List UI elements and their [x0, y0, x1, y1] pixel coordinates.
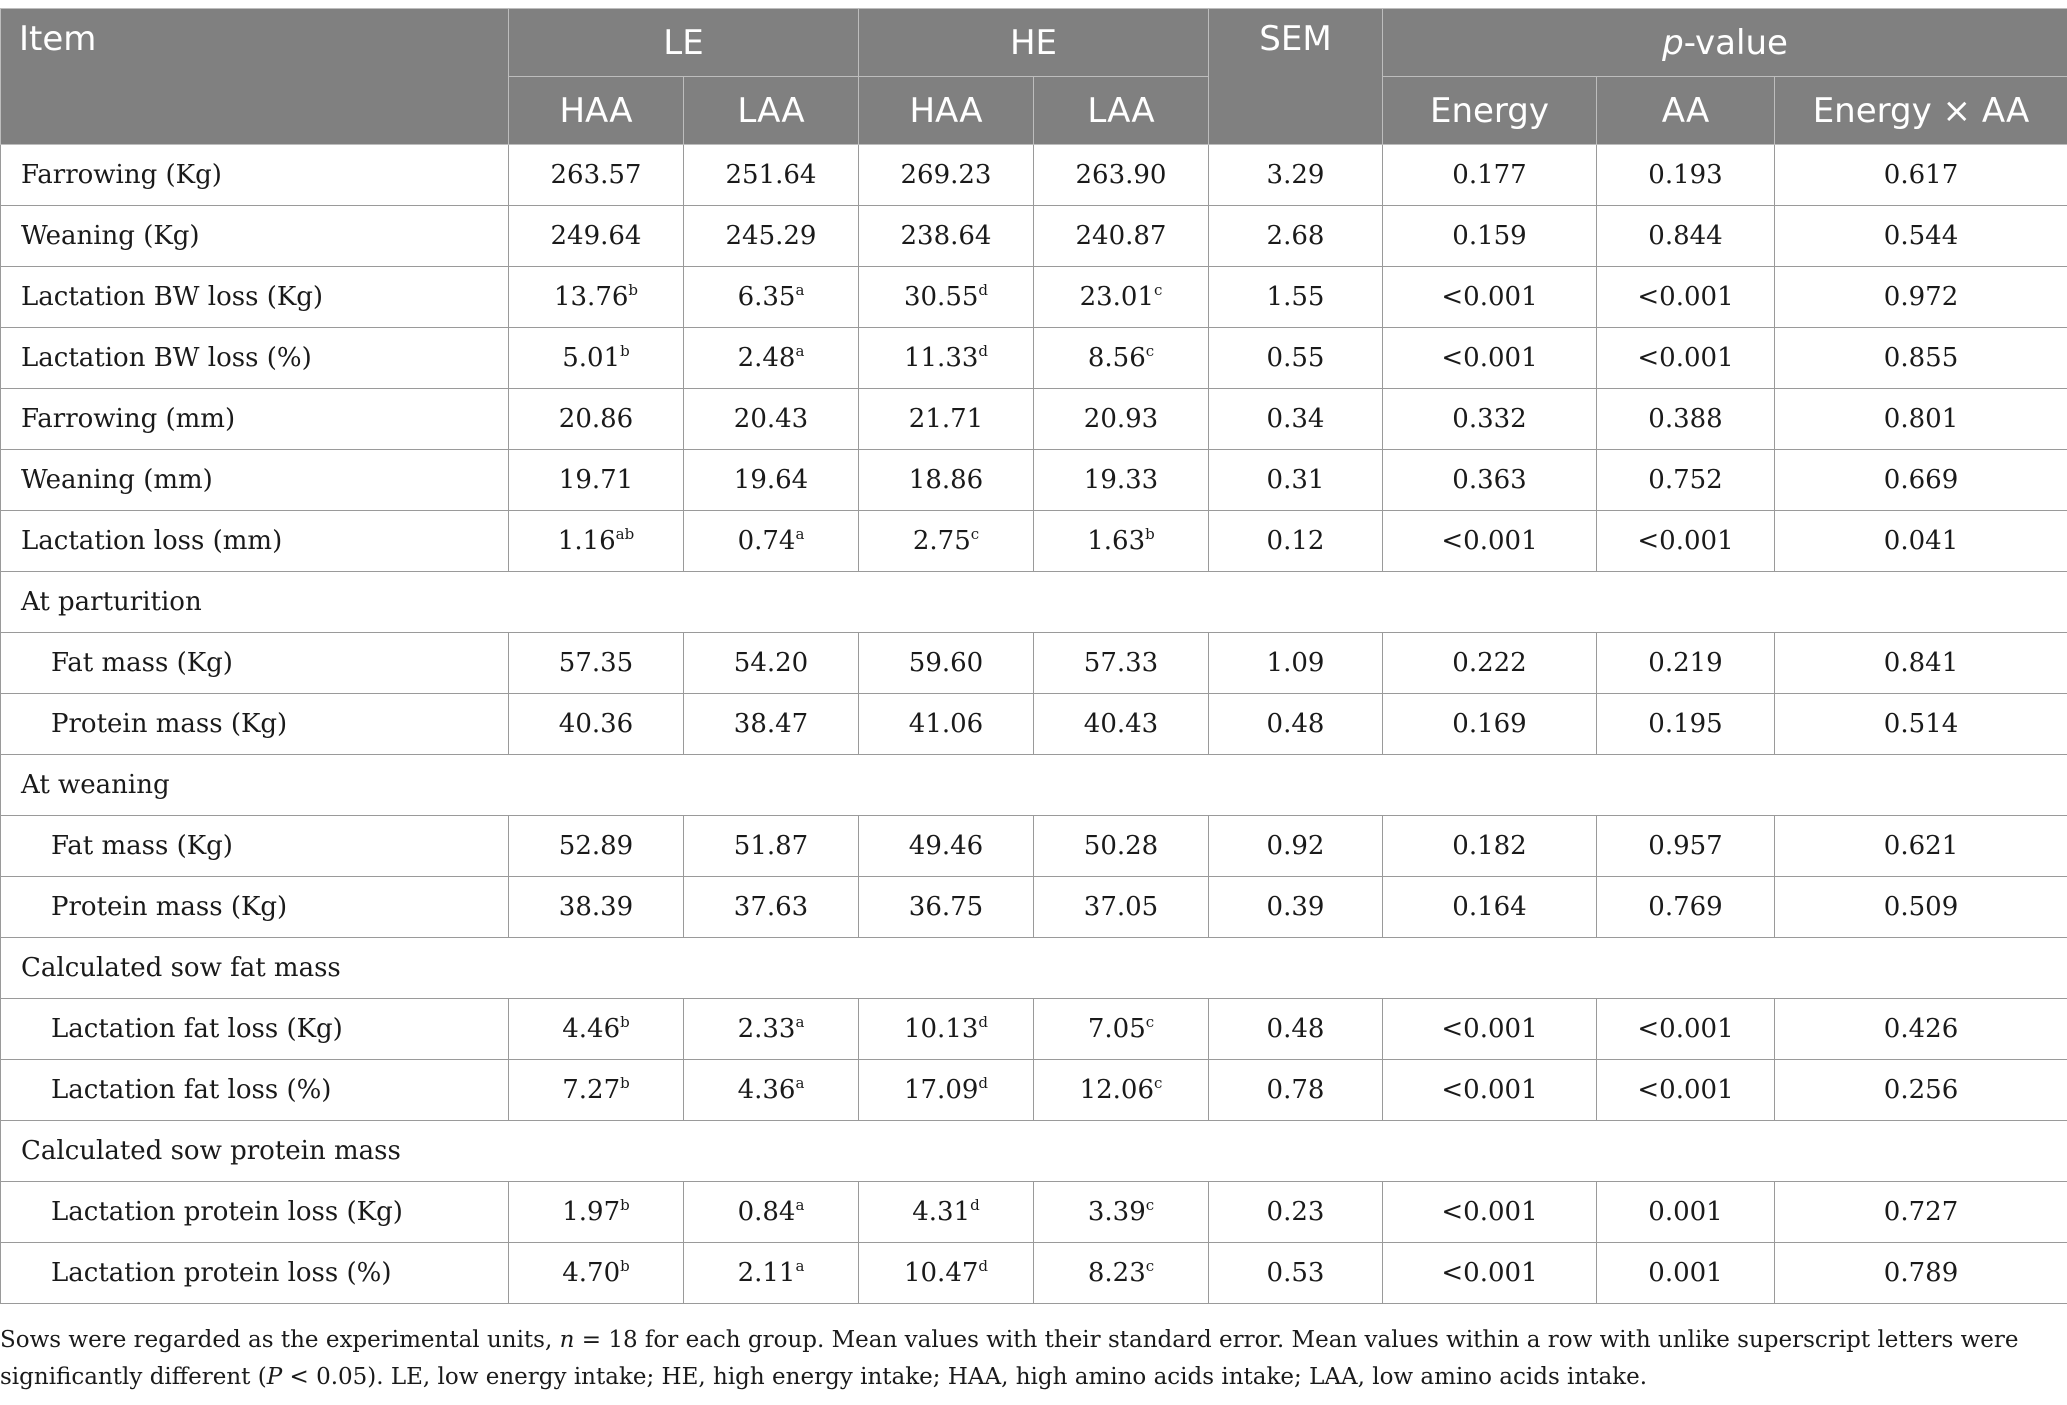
cell-le-haa [509, 1243, 684, 1304]
footnote-part-3: < 0.05). LE, low energy intake; HE, high energy intake; HAA, high amino acids intake; LAA, low amino acids intake. [282, 1364, 1648, 1390]
significance-superscript: b [620, 342, 630, 360]
cell-he-laa [1034, 206, 1209, 267]
cell-value: 54.20 [733, 648, 809, 678]
cell-he-haa [859, 328, 1034, 389]
cell-sem: 0.92 [1209, 816, 1383, 877]
cell-value: 1.16 [557, 526, 616, 556]
cell-sem: 0.23 [1209, 1182, 1383, 1243]
cell-value: 2.48 [737, 343, 796, 373]
cell-p-energy: <0.001 [1383, 511, 1597, 572]
cell-p-aa: <0.001 [1597, 267, 1775, 328]
cell-p-aa: <0.001 [1597, 999, 1775, 1060]
significance-superscript: a [795, 1196, 805, 1214]
header-energy-x-aa: Energy × AA [1775, 77, 2067, 145]
cell-value: 36.75 [908, 892, 984, 922]
cell-sem: 2.68 [1209, 206, 1383, 267]
cell-value: 0.84 [737, 1197, 796, 1227]
table-row [1, 145, 2067, 206]
cell-he-laa [1034, 1243, 1209, 1304]
cell-he-haa [859, 450, 1034, 511]
cell-he-haa [859, 999, 1034, 1060]
row-label: Weaning (Kg) [1, 206, 509, 267]
significance-superscript: b [620, 1196, 630, 1214]
cell-sem: 1.09 [1209, 633, 1383, 694]
cell-value: 23.01 [1079, 282, 1155, 312]
cell-value: 3.39 [1087, 1197, 1146, 1227]
section-row [1, 1121, 2067, 1182]
cell-p-aa: 0.957 [1597, 816, 1775, 877]
cell-value: 249.64 [550, 221, 642, 251]
section-row [1, 572, 2067, 633]
cell-p-energy: <0.001 [1383, 328, 1597, 389]
cell-p-energy-x-aa: 0.617 [1775, 145, 2067, 206]
row-label: Weaning (mm) [1, 450, 509, 511]
cell-value: 4.36 [737, 1075, 796, 1105]
cell-sem: 0.48 [1209, 999, 1383, 1060]
row-label: Fat mass (Kg) [1, 816, 509, 877]
cell-value: 263.57 [550, 160, 642, 190]
cell-p-energy: <0.001 [1383, 1182, 1597, 1243]
significance-superscript: b [620, 1257, 630, 1275]
cell-le-haa [509, 999, 684, 1060]
cell-he-laa [1034, 694, 1209, 755]
cell-p-energy: 0.182 [1383, 816, 1597, 877]
cell-value: 38.47 [733, 709, 809, 739]
table-row [1, 999, 2067, 1060]
row-label: Lactation BW loss (Kg) [1, 267, 509, 328]
cell-value: 2.11 [737, 1258, 796, 1288]
cell-he-laa [1034, 816, 1209, 877]
row-label: Fat mass (Kg) [1, 633, 509, 694]
cell-he-laa [1034, 511, 1209, 572]
cell-he-haa [859, 145, 1034, 206]
cell-value: 49.46 [908, 831, 984, 861]
cell-value: 1.63 [1087, 526, 1146, 556]
cell-le-haa [509, 450, 684, 511]
cell-le-laa [684, 694, 859, 755]
cell-le-haa [509, 877, 684, 938]
footnote-part-2: = 18 for each group. Mean values with their standard error. Mean values within a row with unlike superscript letters were significantly different ( [0, 1327, 2019, 1390]
significance-superscript: ab [615, 525, 635, 543]
table-row [1, 694, 2067, 755]
cell-value: 30.55 [903, 282, 979, 312]
table-row [1, 1182, 2067, 1243]
table-row [1, 450, 2067, 511]
table-row [1, 633, 2067, 694]
cell-he-laa [1034, 633, 1209, 694]
cell-le-laa [684, 877, 859, 938]
cell-le-laa [684, 1243, 859, 1304]
table-row [1, 267, 2067, 328]
cell-p-energy: 0.332 [1383, 389, 1597, 450]
header-le: LE [509, 9, 859, 77]
cell-p-energy: <0.001 [1383, 267, 1597, 328]
row-label: Farrowing (mm) [1, 389, 509, 450]
cell-p-energy-x-aa: 0.801 [1775, 389, 2067, 450]
row-label: Lactation fat loss (Kg) [1, 999, 509, 1060]
row-label: Lactation protein loss (Kg) [1, 1182, 509, 1243]
cell-p-aa: 0.219 [1597, 633, 1775, 694]
cell-value: 6.35 [737, 282, 796, 312]
significance-superscript: b [620, 1074, 630, 1092]
cell-p-aa: 0.195 [1597, 694, 1775, 755]
cell-le-laa [684, 206, 859, 267]
header-le-laa: LAA [684, 77, 859, 145]
cell-value: 1.97 [562, 1197, 621, 1227]
cell-p-aa: 0.001 [1597, 1243, 1775, 1304]
header-p-value [1383, 9, 2067, 77]
significance-superscript: a [795, 1013, 805, 1031]
cell-value: 52.89 [558, 831, 634, 861]
table-row [1, 1060, 2067, 1121]
cell-he-laa [1034, 1182, 1209, 1243]
cell-value: 51.87 [733, 831, 809, 861]
cell-p-energy-x-aa: 0.855 [1775, 328, 2067, 389]
cell-value: 19.71 [558, 465, 634, 495]
cell-value: 19.64 [733, 465, 809, 495]
table-row [1, 206, 2067, 267]
cell-p-energy: 0.363 [1383, 450, 1597, 511]
cell-p-energy-x-aa: 0.841 [1775, 633, 2067, 694]
header-le-haa: HAA [509, 77, 684, 145]
cell-le-haa [509, 145, 684, 206]
footnote-p-symbol: P [266, 1364, 283, 1390]
cell-value: 40.36 [558, 709, 634, 739]
cell-value: 38.39 [558, 892, 634, 922]
cell-le-laa [684, 450, 859, 511]
table-row [1, 1243, 2067, 1304]
significance-superscript: b [1145, 525, 1155, 543]
table-footnote [0, 1322, 2067, 1396]
cell-p-aa: 0.388 [1597, 389, 1775, 450]
table-header [1, 9, 2067, 145]
cell-value: 57.35 [558, 648, 634, 678]
cell-le-haa [509, 267, 684, 328]
cell-le-laa [684, 1182, 859, 1243]
significance-superscript: c [1154, 281, 1163, 299]
cell-sem: 0.31 [1209, 450, 1383, 511]
results-table-container [0, 8, 2067, 1304]
significance-superscript: c [1145, 1013, 1155, 1031]
cell-value: 7.27 [562, 1075, 621, 1105]
cell-le-haa [509, 206, 684, 267]
cell-value: 238.64 [900, 221, 992, 251]
cell-value: 251.64 [725, 160, 817, 190]
cell-value: 0.74 [737, 526, 796, 556]
cell-value: 269.23 [900, 160, 992, 190]
cell-p-energy: 0.177 [1383, 145, 1597, 206]
cell-value: 17.09 [903, 1075, 979, 1105]
cell-he-laa [1034, 1060, 1209, 1121]
cell-p-energy: 0.222 [1383, 633, 1597, 694]
row-label: Lactation fat loss (%) [1, 1060, 509, 1121]
cell-he-haa [859, 1243, 1034, 1304]
cell-value: 11.33 [903, 343, 979, 373]
cell-p-aa: 0.844 [1597, 206, 1775, 267]
cell-value: 57.33 [1083, 648, 1159, 678]
cell-le-haa [509, 1060, 684, 1121]
cell-le-haa [509, 1182, 684, 1243]
cell-p-aa: 0.193 [1597, 145, 1775, 206]
cell-sem: 3.29 [1209, 145, 1383, 206]
cell-value: 20.93 [1083, 404, 1159, 434]
cell-p-energy-x-aa: 0.621 [1775, 816, 2067, 877]
cell-p-aa: <0.001 [1597, 511, 1775, 572]
cell-p-energy: 0.169 [1383, 694, 1597, 755]
row-label: Protein mass (Kg) [1, 694, 509, 755]
cell-value: 8.56 [1087, 343, 1146, 373]
significance-superscript: d [978, 1074, 989, 1092]
cell-he-laa [1034, 145, 1209, 206]
cell-le-laa [684, 1060, 859, 1121]
significance-superscript: c [1154, 1074, 1163, 1092]
table-row [1, 511, 2067, 572]
significance-superscript: d [978, 281, 989, 299]
cell-p-energy-x-aa: 0.972 [1775, 267, 2067, 328]
cell-value: 5.01 [562, 343, 621, 373]
cell-value: 4.46 [562, 1014, 621, 1044]
header-sem: SEM [1209, 9, 1383, 145]
cell-value: 21.71 [908, 404, 984, 434]
cell-le-haa [509, 633, 684, 694]
significance-superscript: a [795, 525, 805, 543]
significance-superscript: a [795, 281, 805, 299]
cell-he-haa [859, 877, 1034, 938]
table-row [1, 877, 2067, 938]
significance-superscript: b [620, 1013, 630, 1031]
cell-he-laa [1034, 328, 1209, 389]
cell-value: 240.87 [1075, 221, 1167, 251]
cell-value: 2.75 [912, 526, 971, 556]
section-label: At parturition [1, 572, 2067, 633]
cell-value: 263.90 [1075, 160, 1167, 190]
table-row [1, 816, 2067, 877]
cell-p-aa: <0.001 [1597, 1060, 1775, 1121]
cell-le-laa [684, 511, 859, 572]
cell-he-laa [1034, 450, 1209, 511]
header-he: HE [859, 9, 1209, 77]
cell-value: 10.13 [903, 1014, 979, 1044]
cell-p-energy-x-aa: 0.789 [1775, 1243, 2067, 1304]
cell-value: 37.63 [733, 892, 809, 922]
significance-superscript: a [795, 1257, 805, 1275]
cell-value: 19.33 [1083, 465, 1159, 495]
significance-superscript: a [795, 342, 805, 360]
cell-p-aa: <0.001 [1597, 328, 1775, 389]
cell-sem: 0.53 [1209, 1243, 1383, 1304]
significance-superscript: d [978, 1013, 989, 1031]
significance-superscript: c [1145, 342, 1155, 360]
cell-sem: 1.55 [1209, 267, 1383, 328]
significance-superscript: b [628, 281, 639, 299]
cell-value: 8.23 [1087, 1258, 1146, 1288]
cell-value: 2.33 [737, 1014, 796, 1044]
results-table [0, 8, 2067, 1304]
cell-p-energy-x-aa: 0.509 [1775, 877, 2067, 938]
cell-value: 37.05 [1083, 892, 1159, 922]
cell-p-energy-x-aa: 0.669 [1775, 450, 2067, 511]
cell-value: 10.47 [903, 1258, 979, 1288]
cell-he-laa [1034, 999, 1209, 1060]
row-label: Lactation BW loss (%) [1, 328, 509, 389]
cell-he-laa [1034, 389, 1209, 450]
cell-sem: 0.12 [1209, 511, 1383, 572]
cell-sem: 0.55 [1209, 328, 1383, 389]
cell-p-energy: 0.159 [1383, 206, 1597, 267]
cell-he-haa [859, 267, 1034, 328]
header-item: Item [1, 9, 509, 145]
table-row [1, 328, 2067, 389]
cell-p-energy: 0.164 [1383, 877, 1597, 938]
cell-le-haa [509, 816, 684, 877]
cell-le-haa [509, 511, 684, 572]
cell-sem: 0.39 [1209, 877, 1383, 938]
cell-p-aa: 0.752 [1597, 450, 1775, 511]
cell-p-energy-x-aa: 0.256 [1775, 1060, 2067, 1121]
footnote-part-1: Sows were regarded as the experimental units, [0, 1327, 560, 1353]
header-p-value-suffix: -value [1683, 22, 1788, 63]
significance-superscript: d [970, 1196, 980, 1214]
significance-superscript: c [1145, 1257, 1155, 1275]
cell-le-laa [684, 145, 859, 206]
cell-he-haa [859, 694, 1034, 755]
table-body [1, 145, 2067, 1304]
cell-he-haa [859, 1182, 1034, 1243]
row-label: Farrowing (Kg) [1, 145, 509, 206]
significance-superscript: d [978, 342, 989, 360]
header-aa: AA [1597, 77, 1775, 145]
significance-superscript: c [1145, 1196, 1155, 1214]
cell-le-laa [684, 816, 859, 877]
row-label: Lactation loss (mm) [1, 511, 509, 572]
significance-superscript: d [978, 1257, 989, 1275]
cell-value: 13.76 [553, 282, 629, 312]
cell-value: 245.29 [725, 221, 817, 251]
cell-p-energy: <0.001 [1383, 999, 1597, 1060]
significance-superscript: c [970, 525, 980, 543]
cell-value: 7.05 [1087, 1014, 1146, 1044]
header-energy: Energy [1383, 77, 1597, 145]
cell-p-energy-x-aa: 0.514 [1775, 694, 2067, 755]
cell-value: 20.43 [733, 404, 809, 434]
section-label: At weaning [1, 755, 2067, 816]
cell-le-laa [684, 999, 859, 1060]
section-row [1, 938, 2067, 999]
cell-he-haa [859, 633, 1034, 694]
cell-le-laa [684, 267, 859, 328]
cell-value: 4.70 [562, 1258, 621, 1288]
footnote-n-symbol: n [559, 1327, 575, 1353]
cell-value: 40.43 [1083, 709, 1159, 739]
cell-sem: 0.34 [1209, 389, 1383, 450]
cell-le-haa [509, 694, 684, 755]
cell-p-energy-x-aa: 0.727 [1775, 1182, 2067, 1243]
cell-value: 12.06 [1079, 1075, 1155, 1105]
section-label: Calculated sow protein mass [1, 1121, 2067, 1182]
cell-p-aa: 0.769 [1597, 877, 1775, 938]
cell-p-energy-x-aa: 0.041 [1775, 511, 2067, 572]
cell-p-energy-x-aa: 0.426 [1775, 999, 2067, 1060]
cell-he-haa [859, 389, 1034, 450]
cell-le-haa [509, 389, 684, 450]
cell-value: 4.31 [912, 1197, 971, 1227]
cell-p-energy: <0.001 [1383, 1060, 1597, 1121]
cell-le-haa [509, 328, 684, 389]
cell-value: 18.86 [908, 465, 984, 495]
section-row [1, 755, 2067, 816]
row-label: Lactation protein loss (%) [1, 1243, 509, 1304]
cell-he-laa [1034, 267, 1209, 328]
cell-p-energy: <0.001 [1383, 1243, 1597, 1304]
cell-le-laa [684, 328, 859, 389]
cell-he-haa [859, 511, 1034, 572]
cell-le-laa [684, 633, 859, 694]
cell-he-haa [859, 1060, 1034, 1121]
cell-sem: 0.78 [1209, 1060, 1383, 1121]
row-label: Protein mass (Kg) [1, 877, 509, 938]
table-row [1, 389, 2067, 450]
cell-p-aa: 0.001 [1597, 1182, 1775, 1243]
cell-value: 50.28 [1083, 831, 1159, 861]
cell-value: 59.60 [908, 648, 984, 678]
cell-value: 20.86 [558, 404, 634, 434]
cell-p-energy-x-aa: 0.544 [1775, 206, 2067, 267]
cell-value: 41.06 [908, 709, 984, 739]
cell-he-haa [859, 816, 1034, 877]
cell-le-laa [684, 389, 859, 450]
header-he-haa: HAA [859, 77, 1034, 145]
cell-he-laa [1034, 877, 1209, 938]
cell-he-haa [859, 206, 1034, 267]
section-label: Calculated sow fat mass [1, 938, 2067, 999]
significance-superscript: a [795, 1074, 805, 1092]
header-he-laa: LAA [1034, 77, 1209, 145]
header-p-symbol: p [1662, 22, 1684, 63]
cell-sem: 0.48 [1209, 694, 1383, 755]
